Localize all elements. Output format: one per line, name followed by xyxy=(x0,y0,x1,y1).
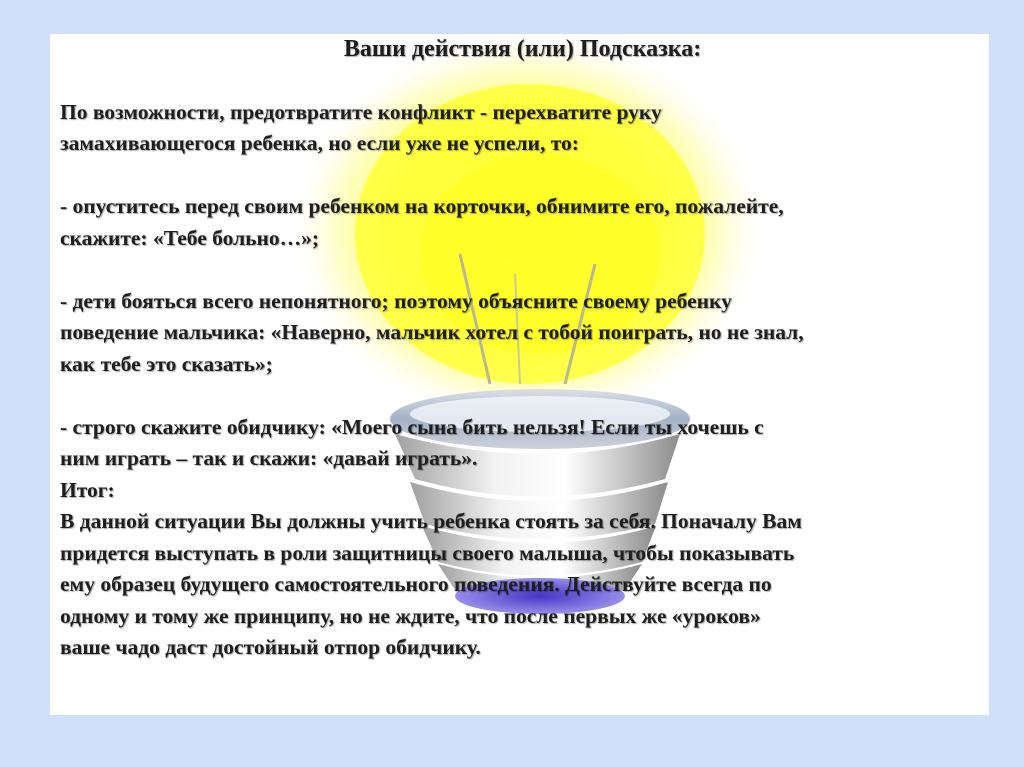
advice-item-3: - строго скажите обидчику: «Моего сына бить нельзя! Если ты хочешь с ним играть – так и скажи: «давай играть». xyxy=(60,414,764,470)
intro-paragraph: По возможности, предотвратите конфликт - перехватите руку замахивающегося ребенка, но если уже не успели, то: xyxy=(60,99,662,155)
summary-paragraph: В данной ситуации Вы должны учить ребенка стоять за себя. Поначалу Вам придется выступать в роли защитницы своего малыша, чтобы показывать ему образец будущего самостоятельного поведения. Действуйте всегда по одному и тому же принципу, но не ждите, что после первых же «уроков» ваше чадо даст достойный отпор обидчику. xyxy=(60,509,802,659)
slide-title: Ваши действия (или) Подсказка: xyxy=(343,36,702,62)
advice-item-1: - опуститесь перед своим ребенком на корточки, обнимите его, пожалейте, скажите: «Тебе больно…»; xyxy=(60,194,784,250)
slide xyxy=(50,34,989,715)
advice-item-2: - дети бояться всего непонятного; поэтому объясните своему ребенку поведение мальчика: «Наверно, мальчик хотел с тобой поиграть, но не знал, как тебе это сказать»; xyxy=(60,288,804,376)
slide-text xyxy=(60,34,985,664)
summary-label: Итог: xyxy=(60,477,115,502)
